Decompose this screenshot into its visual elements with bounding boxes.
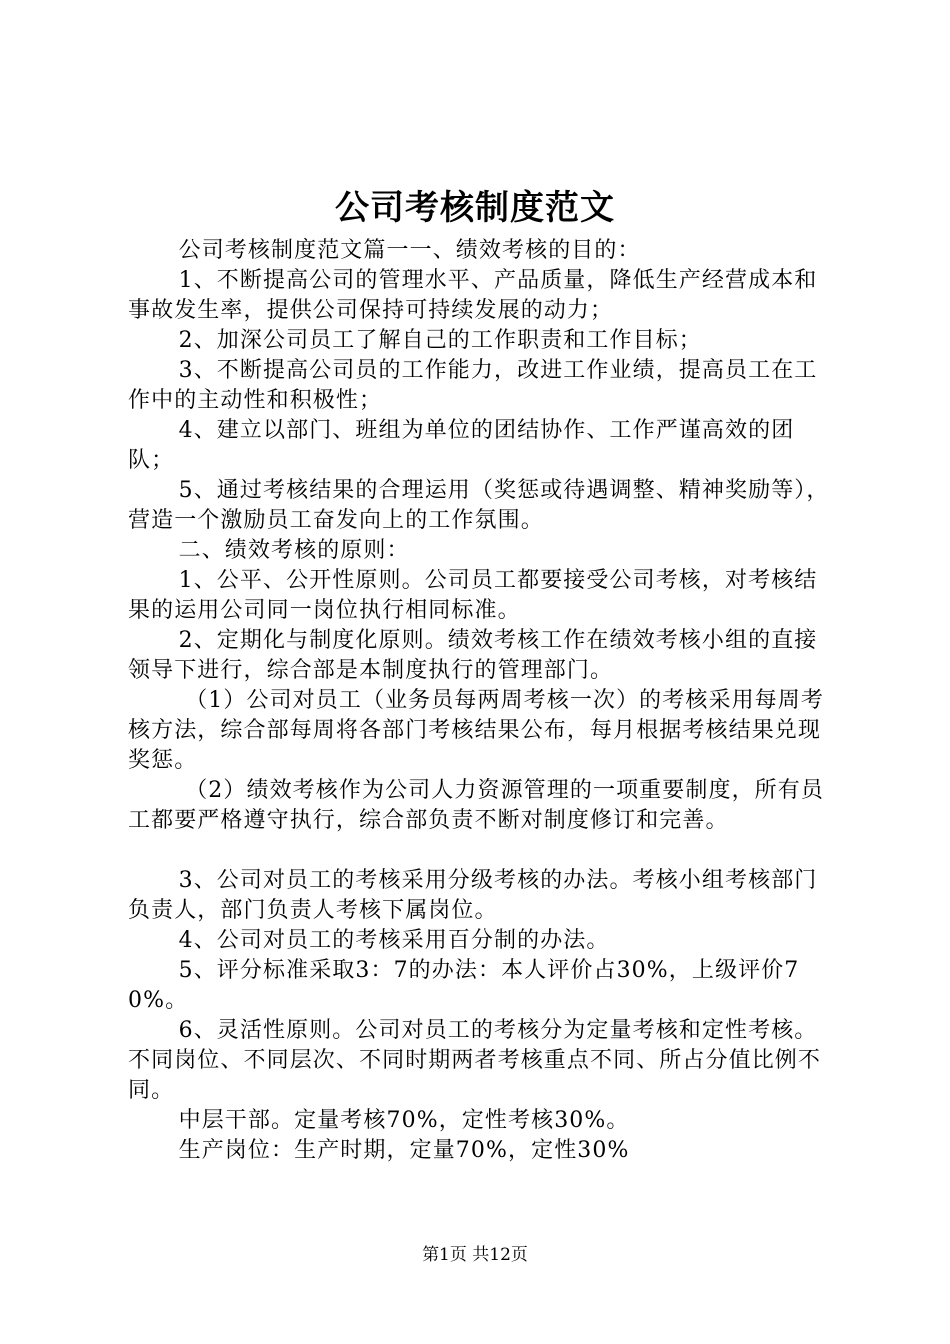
paragraph: 5、通过考核结果的合理运用（奖惩或待遇调整、精神奖励等），营造一个激励员工奋发向上的工作氛围。 xyxy=(128,478,830,533)
paragraph: 4、公司对员工的考核采用百分制的办法。 xyxy=(178,928,610,953)
page-footer: 第1页 共12页 xyxy=(422,1245,528,1265)
paragraph: 1、不断提高公司的管理水平、产品质量，降低生产经营成本和事故发生率，提供公司保持可持续发展的动力； xyxy=(128,268,818,323)
paragraph: 中层干部。定量考核70%，定性考核30%。 xyxy=(178,1108,630,1133)
paragraph: （1）公司对员工（业务员每两周考核一次）的考核采用每周考核方法，综合部每周将各部门考核结果公布，每月根据考核结果兑现奖惩。 xyxy=(128,688,824,773)
paragraph: 生产岗位：生产时期，定量70%，定性30% xyxy=(178,1138,630,1163)
paragraph: 2、加深公司员工了解自己的工作职责和工作目标； xyxy=(178,328,702,353)
paragraph: 1、公平、公开性原则。公司员工都要接受公司考核，对考核结果的运用公司同一岗位执行相同标准。 xyxy=(128,568,818,623)
paragraph: 4、建立以部门、班组为单位的团结协作、工作严谨高效的团队； xyxy=(128,418,795,473)
document-title: 公司考核制度范文 xyxy=(335,188,615,228)
paragraph: 二、绩效考核的原则： xyxy=(178,538,410,563)
paragraph: （2）绩效考核作为公司人力资源管理的一项重要制度，所有员工都要严格遵守执行，综合部负责不断对制度修订和完善。 xyxy=(128,778,824,833)
document-body xyxy=(128,236,838,1166)
paragraph: 公司考核制度范文篇一一、绩效考核的目的： xyxy=(178,238,641,263)
paragraph: 3、公司对员工的考核采用分级考核的办法。考核小组考核部门负责人，部门负责人考核下属岗位。 xyxy=(128,868,818,923)
paragraph: 3、不断提高公司员的工作能力，改进工作业绩，提高员工在工作中的主动性和积极性； xyxy=(128,358,818,413)
paragraph: 2、定期化与制度化原则。绩效考核工作在绩效考核小组的直接领导下进行，综合部是本制度执行的管理部门。 xyxy=(128,628,818,683)
paragraph: 6、灵活性原则。公司对员工的考核分为定量考核和定性考核。不同岗位、不同层次、不同时期两者考核重点不同、所占分值比例不同。 xyxy=(128,1018,822,1103)
paragraph: 5、评分标准采取3：7的办法：本人评价占30%，上级评价70%。 xyxy=(128,958,800,1013)
